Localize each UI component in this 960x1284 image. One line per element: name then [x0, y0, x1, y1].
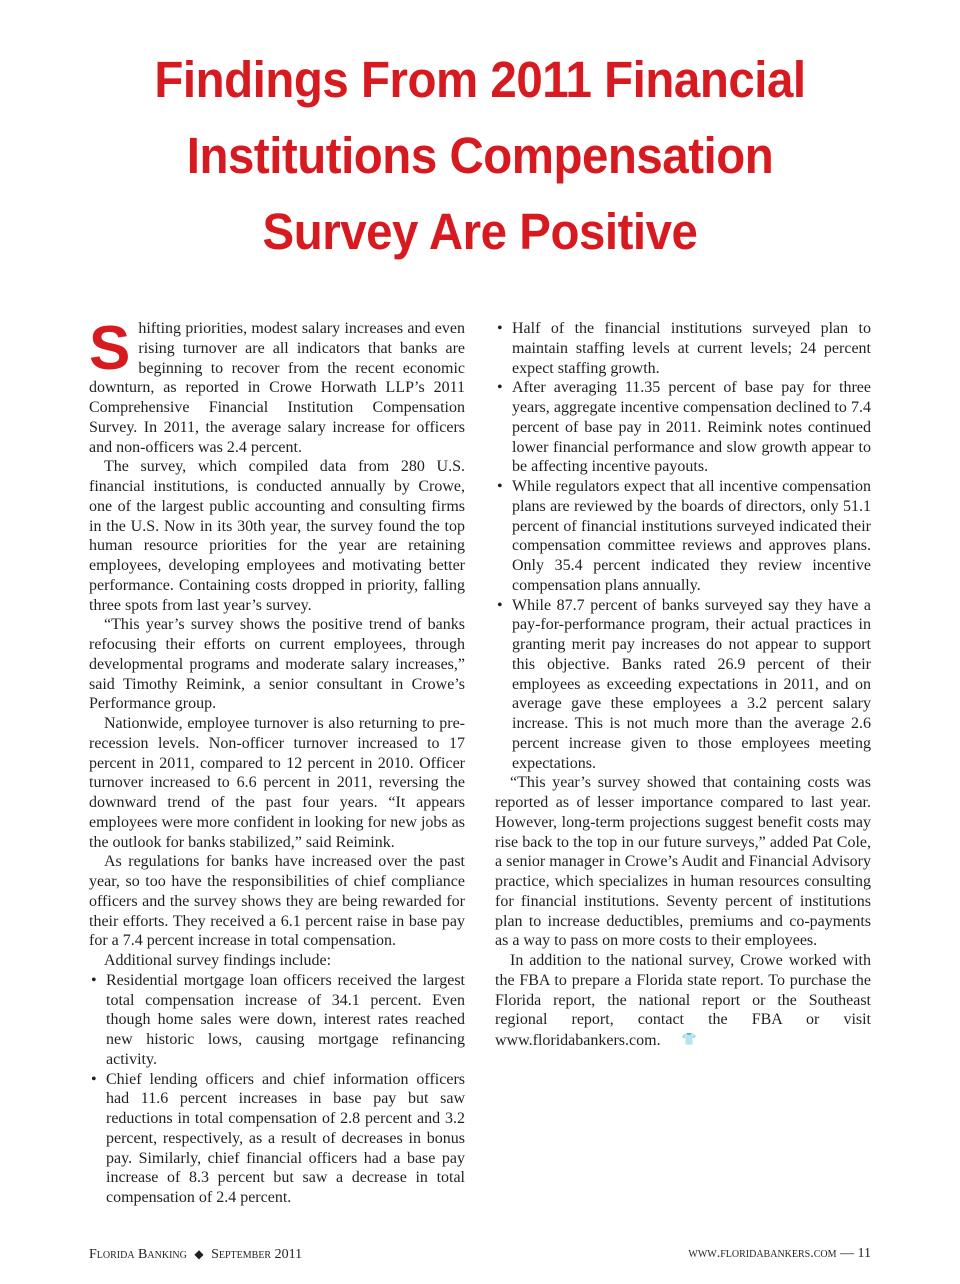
- fba-logo-icon: 👕: [681, 1032, 697, 1046]
- website-link[interactable]: www.floridabankers.com: [688, 1246, 837, 1261]
- intro-paragraph: [89, 314, 465, 457]
- footer-folio: [89, 1244, 302, 1265]
- finding-item: • Residential mortgage loan officers received the largest total compensation increase of 34.1 percent. Even though home sales were down, interest rates reached new historic lows, causing mortgage refinancing activity.: [89, 971, 465, 1070]
- article-headline: [89, 42, 870, 270]
- body-paragraph: Nationwide, employee turnover is also returning to pre-recession levels. Non-officer turnover increased to 17 percent in 2011, compared to 12 percent in 2010. Officer turnover increased to 6.6 percent in 2011, reversing the downward trend of the past four years. “It appears employees were more confident in looking for new jobs as the outlook for banks stabilized,” said Reimink.: [89, 715, 465, 851]
- page-footer: [89, 1244, 871, 1264]
- headline-line-1: Findings From 2011 Financial: [154, 51, 806, 108]
- finding-item: • While 87.7 percent of banks surveyed say they have a pay-for-performance program, their actual practices in granting merit pay increases do not appear to support this objective. Banks rated 26.9 percent of their employees as exceeding expectations in 2011, and on average gave these employees a 3.2 percent salary increase. This is not much more than the average 2.6 percent increase given to those employees meeting expectations.: [495, 596, 871, 774]
- quote-paragraph: “This year’s survey showed that containing costs was reported as of lesser importance compared to last year. However, long-term projections suggest benefit costs may rise back to the top in our future surveys,” added Pat Cole, a senior manager in Crowe’s Audit and Financial Advisory practice, which specializes in human resources consulting for financial institutions. Seventy percent of institutions plan to increase deductibles, premiums and co-payments as a way to pass on more costs to their employees.: [495, 774, 871, 950]
- finding-item: [495, 319, 871, 378]
- footer-page-info: [688, 1244, 871, 1264]
- findings-intro: Additional survey findings include:: [104, 952, 332, 969]
- finding-item: • After averaging 11.35 percent of base pay for three years, aggregate incentive compensation declined to 7.4 percent of base pay in 2011. Reimink notes continued lower financial performance and slow growth appear to be affecting incentive payouts.: [495, 378, 871, 477]
- diamond-icon: ◆: [194, 1247, 204, 1261]
- finding-text: Chief lending officers and chief information officers had 11.6 percent increases in base pay but saw reductions in total compensation of 2.8 percent and 3.2 percent, respectively, as a result of decreases in bonus pay. Similarly, chief financial officers had a base pay increase of 8.3 percent but saw a decrease in total compensation of 2.4 percent.: [106, 1070, 465, 1206]
- finding-text: Half of the financial institutions surveyed plan to maintain staffing levels at current levels; 24 percent expect staffing growth.: [512, 320, 871, 377]
- footer-dash: —: [840, 1246, 855, 1261]
- body-paragraph: As regulations for banks have increased over the past year, so too have the responsibilities of chief compliance officers and the survey shows they are being rewarded for their efforts. They received a 6.1 percent raise in base pay for a 7.4 percent increase in total compensation.: [89, 853, 465, 950]
- body-paragraph: The survey, which compiled data from 280 U.S. financial institutions, is conducted annually by Crowe, one of the largest public accounting and consulting firms in the U.S. Now in its 30th year, the survey found the top human resource priorities for the year are retaining employees, developing employees and motivating better performance. Containing costs dropped in priority, falling three spots from last year’s survey.: [89, 458, 465, 614]
- drop-cap: S: [89, 314, 131, 383]
- headline-line-2: Institutions Compensation: [186, 127, 774, 184]
- article-column-left: [89, 314, 465, 1208]
- page-number: 11: [857, 1246, 871, 1261]
- findings-list: [89, 971, 465, 1208]
- article-column-right: [495, 319, 871, 1051]
- intro-text: hifting priorities, modest salary increases and even rising turnover are all indicators that banks are beginning to recover from the recent economic downturn, as reported in Crowe Horwath LLP’s 2011 Comprehensive Financial Institution Compensation Survey. In 2011, the average salary increase for officers and non-officers was 2.4 percent.: [89, 320, 465, 456]
- findings-list-continued: [495, 319, 871, 773]
- finding-item: • While regulators expect that all incentive compensation plans are reviewed by the boards of directors, only 51.1 percent of financial institutions surveyed indicated their compensation committee reviews and approves plans. Only 35.4 percent indicated they review incentive compensation plans annually.: [495, 477, 871, 596]
- publication-name: Florida Banking: [89, 1247, 187, 1262]
- issue-date: September 2011: [211, 1247, 303, 1262]
- headline-line-3: Survey Are Positive: [262, 203, 698, 260]
- finding-item: [89, 1070, 465, 1208]
- closing-text: In addition to the national survey, Crowe worked with the FBA to prepare a Florida state report. To purchase the Florida report, the national report or the Southeast regional report, contact the FBA or visit www.floridabankers.com.: [495, 952, 871, 1049]
- closing-paragraph: [495, 951, 871, 1051]
- quote-paragraph: “This year’s survey shows the positive trend of banks refocusing their efforts on current employees, through developmental programs and moderate salary increases,” said Timothy Reimink, a senior consultant in Crowe’s Performance group.: [89, 616, 465, 713]
